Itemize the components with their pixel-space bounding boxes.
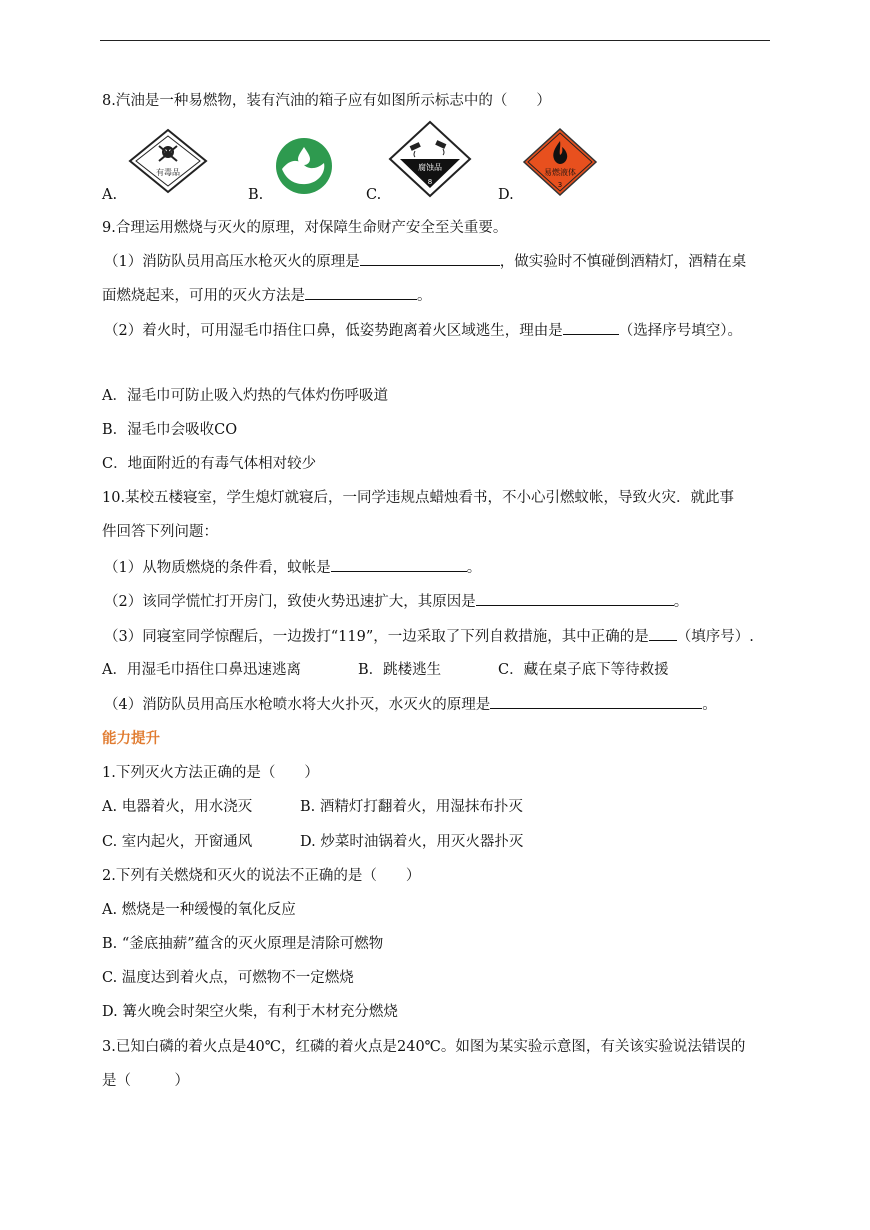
q10-part3	[104, 626, 754, 647]
q10-part3-text-b: （填序号）.	[676, 629, 754, 645]
s1-options-row2	[102, 832, 523, 852]
q9-part1	[104, 251, 746, 272]
s2-option-c: C. 温度达到着火点，可燃物不一定燃烧	[102, 970, 354, 986]
q9-option-c: C．地面附近的有毒气体相对较少	[102, 456, 317, 472]
q10-option-c: C．藏在桌子底下等待救援	[498, 662, 669, 678]
s1-stem: 1.下列灭火方法正确的是（ ）	[102, 765, 319, 781]
q8-option-b-letter[interactable]: B.	[248, 187, 264, 203]
q10-part4-text-a: （4）消防队员用高压水枪喷水将大火扑灭，水灭火的原理是	[104, 697, 491, 713]
s1-option-a: A. 电器着火，用水浇灭	[102, 799, 253, 815]
q10-stem-line2: 件回答下列问题：	[102, 524, 218, 540]
q9-answer-blank-3[interactable]	[563, 320, 619, 335]
q10-answer-blank-2[interactable]	[476, 591, 674, 606]
q8-option-d-letter[interactable]: D.	[498, 187, 514, 203]
q9-part2	[104, 320, 742, 341]
flammable-sign-label: 易燃液体	[544, 168, 576, 177]
flammable-liquid-diamond-icon	[522, 127, 598, 197]
q8-option-a-letter[interactable]: A.	[102, 187, 118, 203]
s3-stem-line2: 是（ ）	[102, 1073, 189, 1089]
q10-part2	[104, 591, 688, 612]
q9-stem: 9.合理运用燃烧与灭火的原理，对保障生命财产安全至关重要。	[102, 220, 508, 236]
s1-option-c: C. 室内起火，开窗通风	[102, 834, 253, 850]
q9-answer-blank-1[interactable]	[360, 251, 500, 266]
corrosive-sign-number: 8	[427, 178, 433, 186]
q9-answer-blank-2[interactable]	[305, 285, 417, 300]
s1-option-d: D. 炒菜时油锅着火，用灭火器扑灭	[300, 834, 524, 850]
s2-option-a: A. 燃烧是一种缓慢的氧化反应	[102, 902, 296, 918]
q10-answer-blank-3[interactable]	[649, 626, 677, 641]
s1-options-row1	[102, 797, 523, 817]
q10-answer-blank-1[interactable]	[331, 557, 467, 572]
q10-answer-blank-4[interactable]	[490, 694, 702, 709]
s2-option-b: B. “釜底抽薪”蕴含的灭火原理是清除可燃物	[102, 936, 384, 952]
q8-stem: 8.汽油是一种易燃物，装有汽油的箱子应有如图所示标志中的（ ）	[102, 93, 551, 109]
q9-part2-text-b: （选择序号填空）。	[618, 323, 742, 339]
s2-option-d: D. 篝火晚会时架空火柴，有利于木材充分燃烧	[102, 1004, 398, 1020]
q10-part4-text-b: 。	[702, 697, 717, 713]
q9-option-a: A．湿毛巾可防止吸入灼热的气体灼伤呼吸道	[102, 388, 388, 404]
q10-part1-text-b: 。	[466, 560, 482, 576]
corrosive-diamond-icon	[388, 120, 472, 198]
q10-part1	[104, 557, 481, 578]
q10-part4	[104, 694, 717, 715]
q10-part2-text-b: 。	[673, 594, 689, 610]
q10-part1-text-a: （1）从物质燃烧的条件看，蚊帐是	[104, 560, 331, 576]
corrosive-sign-label: 腐蚀品	[418, 163, 442, 172]
q10-stem-line1: 10.某校五楼寝室，学生熄灯就寝后，一同学违规点蜡烛看书，不小心引燃蚊帐，导致火灾．就此事	[102, 490, 735, 506]
header-rule	[100, 40, 770, 41]
q10-part2-text-a: （2）该同学慌忙打开房门，致使火势迅速扩大，其原因是	[104, 594, 476, 610]
q8-option-c-letter[interactable]: C.	[366, 187, 382, 203]
section-heading: 能力提升	[102, 731, 160, 747]
q9-part1-text-b: ，做实验时不慎碰倒酒精灯，酒精在桌	[499, 254, 747, 270]
flammable-sign-number: 3	[557, 181, 563, 189]
s1-option-b: B. 酒精灯打翻着火，用湿抹布扑灭	[300, 799, 523, 815]
q9-option-b: B．湿毛巾会吸收CO	[102, 422, 238, 438]
s3-stem-line1: 3.已知白磷的着火点是40℃，红磷的着火点是240℃。如图为某实验示意图，有关该实验说法错误的	[102, 1039, 746, 1055]
q10-part3-text-a: （3）同寝室同学惊醒后，一边拨打“119”，一边采取了下列自救措施，其中正确的是	[104, 629, 649, 645]
toxic-sign-label: 有毒品	[156, 168, 180, 177]
q9-part1-text-c: 面燃烧起来，可用的灭火方法是	[102, 288, 305, 304]
q10-option-a: A．用湿毛巾捂住口鼻迅速逃离	[102, 662, 301, 678]
q9-part1-text-d: 。	[417, 288, 432, 304]
q10-option-b: B．跳楼逃生	[358, 662, 442, 678]
q10-options	[102, 660, 669, 680]
q9-part1-cont	[102, 285, 432, 306]
q9-part1-text-a: （1）消防队员用高压水枪灭火的原理是	[104, 254, 360, 270]
toxic-diamond-icon	[128, 128, 208, 194]
q9-part2-text-a: （2）着火时，可用湿毛巾捂住口鼻，低姿势跑离着火区域逃生，理由是	[104, 323, 563, 339]
water-saving-icon	[274, 137, 334, 195]
s2-stem: 2.下列有关燃烧和灭火的说法不正确的是（ ）	[102, 868, 421, 884]
